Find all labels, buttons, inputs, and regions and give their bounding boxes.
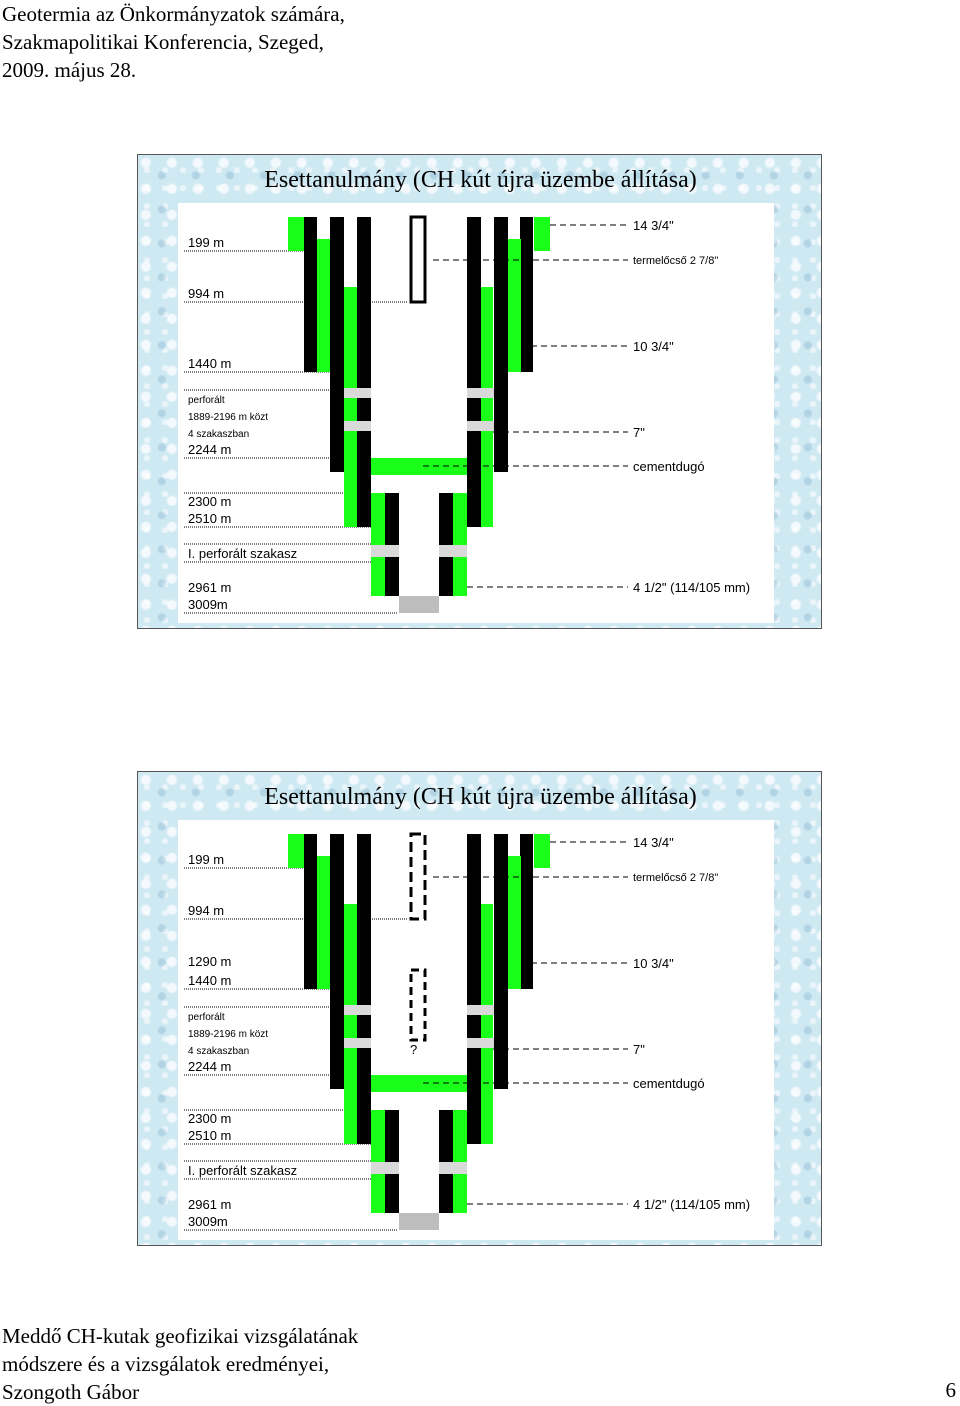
casing-4-1-2-right [453,493,467,596]
perforation-zone [344,1038,371,1048]
casing-4-1-2-left [371,1110,385,1213]
open-hole-bottom [399,1213,439,1230]
casing-label: termelőcső 2 7/8" [633,255,719,267]
casing-10-3-4-left [317,239,331,372]
depth-label: 2510 m [188,511,232,526]
perforation-zone [467,1005,494,1015]
casing-black [357,217,371,527]
casing-10-3-4-right [507,856,521,989]
depth-label: 199 m [188,852,225,867]
depth-label: 1889-2196 m közt [188,412,269,423]
well-diagram-1 [178,203,774,623]
casing-black [330,217,344,472]
production-tubing-fallen [411,970,425,1040]
casing-7-right [480,904,493,1144]
casing-black [304,834,317,989]
depth-label: 1440 m [188,973,232,988]
perforation-zone [467,421,494,431]
depth-label: 3009m [188,597,228,612]
casing-black [357,834,371,1144]
depth-label: 2510 m [188,1128,232,1143]
casing-black [304,217,317,372]
header-line-1: Geotermia az Önkormányzatok számára, [2,2,345,26]
depth-label: perforált [188,1012,225,1023]
depth-label: 994 m [188,903,225,918]
casing-label: 10 3/4" [633,339,674,354]
casing-7-right [480,287,493,527]
slide-1 [137,154,822,629]
casing-labels [633,218,750,595]
perforation-zone [439,545,467,557]
casing-black [520,834,533,989]
casing-label: 7" [633,1042,645,1057]
depth-label: 994 m [188,286,225,301]
open-hole-bottom [399,596,439,613]
depth-label: 1440 m [188,356,232,371]
slide-1-title: Esettanulmány (CH kút újra üzembe állítása) [264,167,697,193]
depth-label: 2244 m [188,1059,232,1074]
footer-line-2: módszere és a vizsgálatok eredményei, [2,1352,330,1376]
header-line-3: 2009. május 28. [2,58,137,82]
casing-14-3-4-right [534,834,550,868]
depth-label: 1290 m [188,954,232,969]
casing-black [439,493,453,596]
footer-line-1: Meddő CH-kutak geofizikai vizsgálatának [2,1324,359,1348]
footer-line-3: Szongoth Gábor [2,1380,140,1404]
casing-label: cementdugó [633,1076,705,1091]
casing-black [330,834,344,1089]
casing-black [439,1110,453,1213]
casing-black [385,1110,399,1213]
depth-label: I. perforált szakasz [188,1163,298,1178]
casing-labels [633,835,750,1212]
casing-10-3-4-left [317,856,331,989]
depth-label: 2300 m [188,1111,232,1126]
slide-2-title: Esettanulmány (CH kút újra üzembe állítása) [264,784,697,810]
depth-label: 199 m [188,235,225,250]
well-diagram-2 [178,820,774,1240]
casing-7-left [344,904,357,1144]
depth-label: I. perforált szakasz [188,546,298,561]
casing-10-3-4-right [507,239,521,372]
depth-label: 4 szakaszban [188,1046,250,1057]
depth-label: 3009m [188,1214,228,1229]
casing-14-3-4-left [288,217,304,251]
casing-black [494,217,508,472]
slide-1-diagram-panel [178,203,774,623]
casing-label: 4 1/2" (114/105 mm) [633,580,751,595]
slide-2-diagram-panel [178,820,774,1240]
perforation-zone [371,545,399,557]
casing-4-1-2-left [371,493,385,596]
perforation-zone [344,421,371,431]
casing-4-1-2-right [453,1110,467,1213]
depth-label: 2244 m [188,442,232,457]
perforation-zone [439,1162,467,1174]
casing-label: 4 1/2" (114/105 mm) [633,1197,751,1212]
well-casings [288,834,550,1230]
perforation-zone [344,388,371,398]
depth-label: 2961 m [188,1197,232,1212]
perforation-zone [467,388,494,398]
casing-7-left [344,287,357,527]
casing-label: cementdugó [633,459,705,474]
casing-14-3-4-right [534,217,550,251]
page-footer [2,1322,358,1406]
page-number: 6 [945,1378,956,1402]
header-line-2: Szakmapolitikai Konferencia, Szeged, [2,30,324,54]
page-header [2,0,345,84]
depth-label: 1889-2196 m közt [188,1029,269,1040]
question-mark: ? [410,1042,418,1057]
production-tubing [411,217,425,302]
depth-label: 2961 m [188,580,232,595]
casing-black [385,493,399,596]
casing-label: 14 3/4" [633,835,674,850]
casing-black [467,834,481,1144]
well-casings [288,217,550,613]
production-tubing-remaining [411,834,425,919]
cement-plug [371,458,467,475]
casing-label: 7" [633,425,645,440]
casing-label: 14 3/4" [633,218,674,233]
perforation-zone [467,1038,494,1048]
casing-black [494,834,508,1089]
casing-label: termelőcső 2 7/8" [633,872,719,884]
depth-label: perforált [188,395,225,406]
casing-label: 10 3/4" [633,956,674,971]
casing-14-3-4-left [288,834,304,868]
casing-black [520,217,533,372]
depth-label: 4 szakaszban [188,429,250,440]
perforation-zone [344,1005,371,1015]
cement-plug [371,1075,467,1092]
casing-black [467,217,481,527]
perforation-zone [371,1162,399,1174]
slide-2 [137,771,822,1246]
depth-label: 2300 m [188,494,232,509]
